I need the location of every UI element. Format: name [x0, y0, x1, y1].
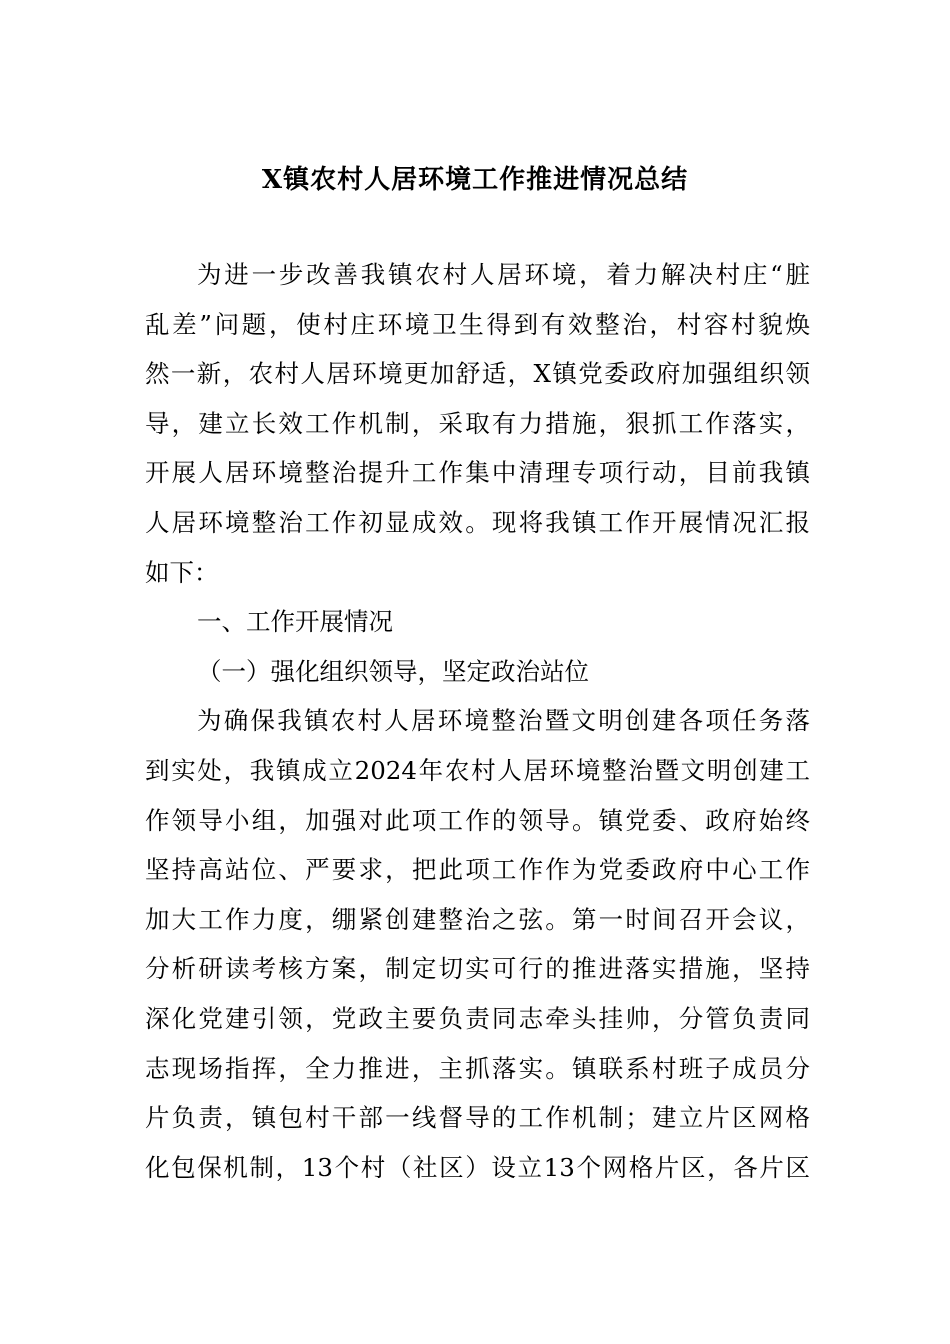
- paragraph-line: 为进一步改善我镇农村人居环境，着力解决村庄“脏: [197, 260, 810, 289]
- paragraph-line: 深化党建引领，党政主要负责同志牵头挂帅，分管负责同: [145, 1003, 810, 1033]
- paragraph-line: 为确保我镇农村人居环境整治暨文明创建各项任务落: [197, 706, 810, 736]
- section-heading: 一、工作开展情况: [197, 607, 393, 637]
- paragraph-line: 志现场指挥，全力推进，主抓落实。镇联系村班子成员分: [145, 1053, 810, 1083]
- paragraph-line: 乱差”问题，使村庄环境卫生得到有效整治，村容村貌焕: [145, 309, 810, 339]
- paragraph-line: 导，建立长效工作机制，采取有力措施，狠抓工作落实，: [145, 408, 810, 438]
- paragraph-line: 如下：: [145, 557, 219, 587]
- document-body: [145, 250, 810, 1192]
- document-title: X镇农村人居环境工作推进情况总结: [261, 165, 689, 195]
- paragraph-line: 坚持高站位、严要求，把此项工作作为党委政府中心工作: [145, 855, 810, 885]
- paragraph-line: 化包保机制，13个村（社区）设立13个网格片区，各片区: [145, 1152, 810, 1182]
- paragraph-line: 开展人居环境整治提升工作集中清理专项行动，目前我镇: [145, 458, 810, 488]
- paragraph-line: 分析研读考核方案，制定切实可行的推进落实措施，坚持: [145, 954, 810, 984]
- paragraph-line: 加大工作力度，绷紧创建整治之弦。第一时间召开会议，: [145, 904, 810, 934]
- subsection-heading: （一）强化组织领导，坚定政治站位: [197, 656, 589, 686]
- paragraph-line: 到实处，我镇成立2024年农村人居环境整治暨文明创建工: [145, 755, 810, 785]
- paragraph-line: 片负责，镇包村干部一线督导的工作机制；建立片区网格: [145, 1103, 810, 1133]
- paragraph-line: 作领导小组，加强对此项工作的领导。镇党委、政府始终: [145, 805, 810, 835]
- paragraph-line: 然一新，农村人居环境更加舒适，X镇党委政府加强组织领: [145, 359, 810, 389]
- paragraph-line: 人居环境整治工作初显成效。现将我镇工作开展情况汇报: [145, 507, 810, 537]
